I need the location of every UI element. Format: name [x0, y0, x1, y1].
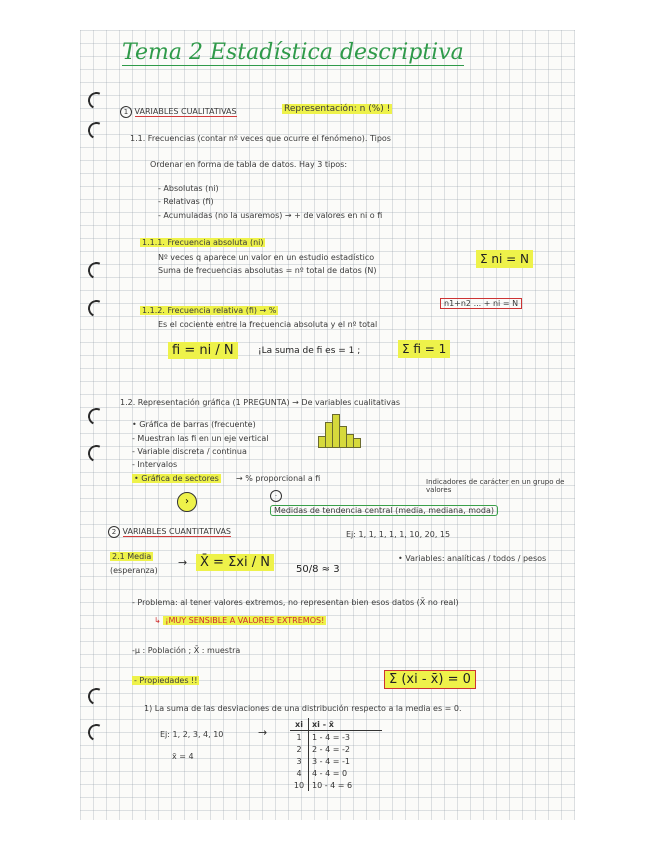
abs-heading: 1.1.1. Frecuencia absoluta (ni)	[142, 238, 264, 247]
table-row: 2 2 - 4 = -2	[290, 743, 382, 755]
props-line: - Propiedades !!	[134, 676, 198, 685]
table-row: 4 4 - 4 = 0	[290, 767, 382, 779]
table-header: xi	[290, 718, 309, 731]
sum-ni-expanded: n1+n2 ... + ni = N	[440, 298, 522, 309]
graph-item: - Intervalos	[132, 460, 178, 469]
rel-line-1: Es el cociente entre la frecuencia absoluta y el nº total	[158, 320, 378, 329]
mean-calc: 50/8 ≈ 3	[296, 564, 340, 575]
table-row: 10 10 - 4 = 6	[290, 779, 382, 791]
bullet-marker-icon: ›	[177, 492, 197, 512]
bar-chart-sketch	[318, 414, 364, 448]
table-row: 1 1 - 4 = -3	[290, 731, 382, 744]
section-1-heading	[120, 106, 237, 118]
abs-line-1: Nº veces q aparece un valor en un estudio estadístico	[158, 253, 375, 262]
arrow-icon: →	[178, 556, 188, 569]
sum-deviations-formula: Σ (xi - x̄) = 0	[384, 670, 476, 689]
sum-ni-formula: Σ ni = N	[476, 250, 533, 268]
deviation-table	[290, 718, 382, 791]
medidas-line: Medidas de tendencia central (media, mediana, moda)	[270, 506, 498, 515]
section-1-title: VARIABLES CUALITATIVAS	[134, 107, 237, 116]
warning-line: ↳ ¡MUY SENSIBLE A VALORES EXTREMOS!	[154, 616, 325, 625]
sum-fi-note: ¡La suma de fi es = 1 ;	[258, 346, 361, 356]
example-line: Ej: 1, 1, 1, 1, 1, 10, 20, 15	[346, 530, 451, 539]
section-number: 1	[120, 106, 132, 118]
media-label: 2.1 Media	[112, 552, 152, 561]
abs-line-2: Suma de frecuencias absolutas = nº total de datos (N)	[158, 266, 377, 275]
sum-fi-formula: Σ fi = 1	[398, 340, 450, 358]
table-header: xi - x̄	[309, 718, 383, 731]
variable-types: • Variables: analíticas / todos / pesos	[398, 554, 547, 563]
frecuencias-line: 1.1. Frecuencias (contar nº veces que ocurre el fenómeno). Tipos	[130, 134, 391, 143]
section-number: 2	[108, 526, 120, 538]
table-row: 3 3 - 4 = -1	[290, 755, 382, 767]
mu-line: -μ : Población ; X̄ : muestra	[132, 646, 241, 655]
property-1: 1) La suma de las desviaciones de una distribución respecto a la media es = 0.	[144, 704, 462, 713]
arrow-icon: →	[258, 726, 268, 739]
page-title: Tema 2 Estadística descriptiva	[122, 40, 464, 65]
mean-formula: X̄ = Σxi / N	[196, 554, 274, 571]
circle-marker: ·	[270, 490, 282, 502]
sketch-bar	[353, 438, 361, 448]
representation-note: Representación: n (%) !	[284, 104, 391, 114]
section-2-heading	[108, 526, 231, 538]
graph-item: - Muestran las fi en un eje vertical	[132, 434, 269, 443]
indicator-note: Indicadores de carácter en un grupo de valores	[426, 478, 565, 494]
frec-item: - Acumuladas (no la usaremos) → + de valores en ni o fi	[158, 211, 383, 220]
ordenar-line: Ordenar en forma de tabla de datos. Hay 3 tipos:	[150, 160, 348, 169]
mean-value: x̄ = 4	[172, 752, 194, 761]
fi-formula: fi = ni / N	[168, 342, 238, 359]
sectores-item: • Gráfica de sectores	[134, 474, 219, 483]
example-2: Ej: 1, 2, 3, 4, 10	[160, 730, 224, 739]
graph-heading: 1.2. Representación gráfica (1 PREGUNTA) → De variables cualitativas	[120, 398, 401, 407]
graph-item: - Variable discreta / continua	[132, 447, 247, 456]
problem-line: - Problema: al tener valores extremos, no representan bien esos datos (X̄ no real)	[132, 598, 459, 607]
graph-item: • Gráfica de barras (frecuente)	[132, 420, 256, 429]
section-2-title: VARIABLES CUANTITATIVAS	[122, 527, 232, 536]
media-sub: (esperanza)	[110, 566, 158, 575]
rel-heading: 1.1.2. Frecuencia relativa (fi) → %	[142, 306, 277, 315]
sectores-note: → % proporcional a fi	[236, 474, 321, 483]
frec-item: - Relativas (fi)	[158, 197, 214, 206]
frec-item: - Absolutas (ni)	[158, 184, 219, 193]
